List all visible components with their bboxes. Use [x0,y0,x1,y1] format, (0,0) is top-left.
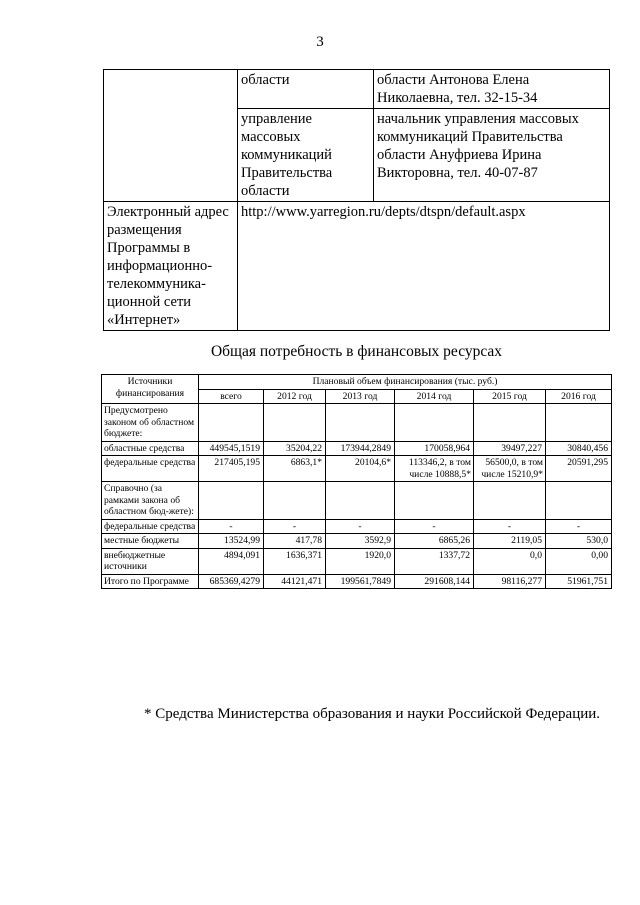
value-cell: 1920,0 [326,548,395,574]
value-cell: - [474,519,546,534]
section-row [102,482,612,520]
page-number: 3 [316,34,324,50]
value-cell: 199561,7849 [326,574,395,589]
empty-cell [199,482,264,520]
empty-cell [395,482,474,520]
value-cell: 0,0 [474,548,546,574]
empty-cell [326,482,395,520]
responsible-persons-table [103,69,610,331]
value-cell: - [326,519,395,534]
year-header: всего [199,389,264,404]
value-cell: 217405,195 [199,456,264,482]
value-cell: 0,00 [546,548,612,574]
program-url: http://www.yarregion.ru/depts/dtspn/default.aspx [238,202,610,331]
value-cell: 1636,371 [264,548,326,574]
value-cell: 35204,22 [264,441,326,456]
empty-cell [104,70,238,202]
value-cell: - [546,519,612,534]
value-cell: 51961,751 [546,574,612,589]
empty-cell [395,404,474,442]
row-label: Итого по Программе [102,574,199,589]
table-row [102,534,612,549]
empty-cell [199,404,264,442]
section-label: Справочно (за рамками закона об областном бюд-жете): [102,482,199,520]
value-cell: 685369,4279 [199,574,264,589]
row-label: федеральные средства [102,456,199,482]
value-cell: 170058,964 [395,441,474,456]
value-cell: - [264,519,326,534]
empty-cell [474,482,546,520]
department-cell: области [238,70,374,109]
year-header: 2012 год [264,389,326,404]
empty-cell [474,404,546,442]
table-row [102,519,612,534]
row-label: федеральные средства [102,519,199,534]
empty-cell [264,482,326,520]
year-header: 2016 год [546,389,612,404]
row-label: внебюджетные источники [102,548,199,574]
financing-table [101,374,612,589]
empty-cell [326,404,395,442]
footnote: * Средства Министерства образования и науки Российской Федерации. [144,706,601,722]
table-row [104,202,610,331]
value-cell: 6863,1* [264,456,326,482]
year-header: 2013 год [326,389,395,404]
year-header: 2014 год [395,389,474,404]
value-cell: 449545,1519 [199,441,264,456]
value-cell: 13524,99 [199,534,264,549]
contact-cell: области Антонова Елена Николаевна, тел. 32-15-34 [374,70,610,109]
value-cell: 3592,9 [326,534,395,549]
internet-address-label: Электронный адрес размещения Программы в информационно-телекоммуника-ционной сети «Интернет» [104,202,238,331]
value-cell: 44121,471 [264,574,326,589]
empty-cell [546,404,612,442]
value-cell: 4894,091 [199,548,264,574]
plan-header: Плановый объем финансирования (тыс. руб.) [199,375,612,390]
table-row [102,456,612,482]
table-row [102,574,612,589]
table-row [102,441,612,456]
empty-cell [264,404,326,442]
value-cell: 20104,6* [326,456,395,482]
value-cell: - [199,519,264,534]
department-cell: управление массовых коммуникаций Правительства области [238,109,374,202]
year-header: 2015 год [474,389,546,404]
value-cell: 39497,227 [474,441,546,456]
financing-title: Общая потребность в финансовых ресурсах [210,343,503,360]
contact-cell: начальник управления массовых коммуникаций Правительства области Ануфриева Ирина Викторовна, тел. 40-07-87 [374,109,610,202]
value-cell: 530,0 [546,534,612,549]
empty-cell [546,482,612,520]
table-row [104,70,610,109]
value-cell: 6865,26 [395,534,474,549]
row-label: областные средства [102,441,199,456]
value-cell: 30840,456 [546,441,612,456]
header-row [102,375,612,390]
value-cell: 291608,144 [395,574,474,589]
value-cell: 417,78 [264,534,326,549]
value-cell: 2119,05 [474,534,546,549]
value-cell: 98116,277 [474,574,546,589]
value-cell: 20591,295 [546,456,612,482]
table-row [102,548,612,574]
value-cell: - [395,519,474,534]
value-cell: 173944,2849 [326,441,395,456]
value-cell: 56500,0, в том числе 15210,9* [474,456,546,482]
section-label: Предусмотрено законом об областном бюджете: [102,404,199,442]
sources-header: Источники финансирования [102,375,199,404]
row-label: местные бюджеты [102,534,199,549]
section-row [102,404,612,442]
value-cell: 113346,2, в том числе 10888,5* [395,456,474,482]
value-cell: 1337,72 [395,548,474,574]
